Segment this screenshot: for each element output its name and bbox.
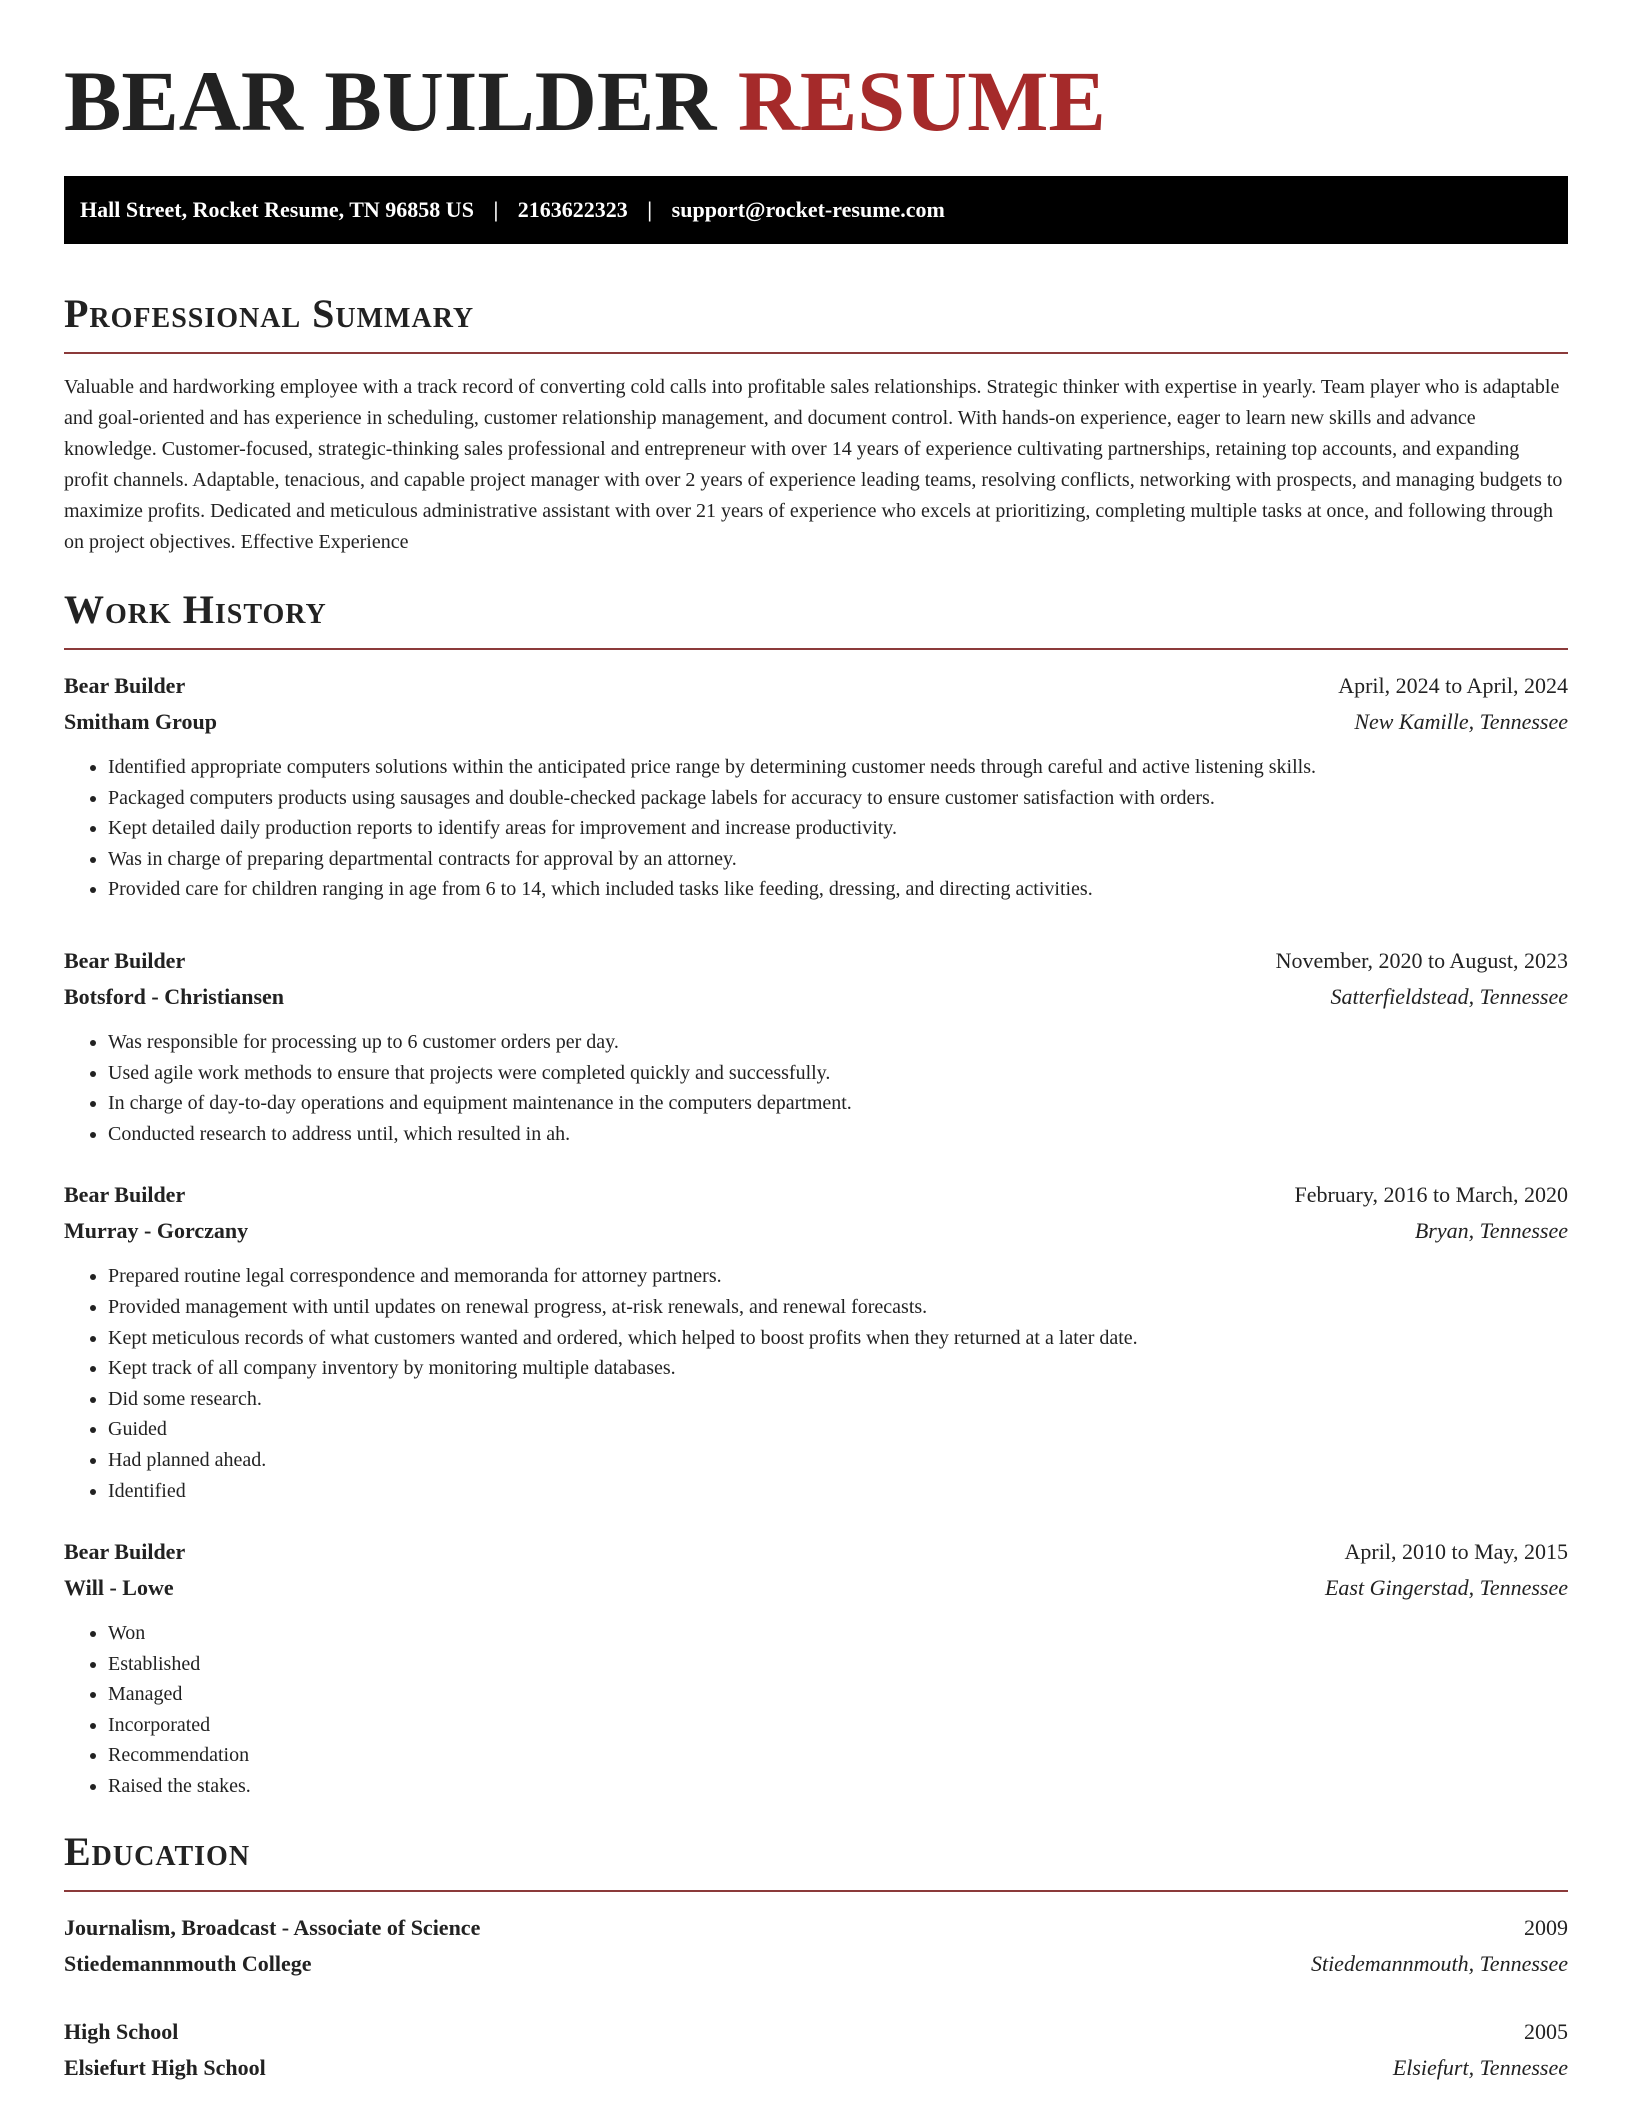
job-role: Bear Builder bbox=[64, 1539, 186, 1565]
job-dates: November, 2020 to August, 2023 bbox=[1275, 947, 1568, 973]
education-location: Stiedemannmouth, Tennessee bbox=[1310, 1950, 1568, 1976]
list-item: • Incorporated bbox=[108, 1710, 1568, 1741]
job-entry bbox=[64, 1534, 1568, 1802]
contact-bar bbox=[64, 176, 1568, 244]
education-year: 2009 bbox=[1524, 1914, 1568, 1940]
contact-address: Hall Street, Rocket Resume, TN 96858 US bbox=[80, 197, 474, 222]
job-location: Satterfieldstead, Tennessee bbox=[1330, 983, 1568, 1009]
job-role: Bear Builder bbox=[64, 947, 186, 973]
job-dates: April, 2010 to May, 2015 bbox=[1344, 1539, 1568, 1565]
work-history-section bbox=[64, 586, 1568, 1802]
job-role: Bear Builder bbox=[64, 673, 186, 698]
education-degree: Journalism, Broadcast - Associate of Science bbox=[64, 1914, 481, 1940]
resume-name: BEAR BUILDER bbox=[64, 53, 717, 149]
summary-heading: Professional Summary bbox=[64, 291, 475, 336]
resume-title bbox=[64, 0, 1568, 149]
list-item: • Packaged computers products using sausages and double-checked package labels for accuracy to ensure customer satisfaction with orders. bbox=[108, 783, 1568, 814]
list-item: • Was responsible for processing up to 6 customer orders per day. bbox=[108, 1027, 1568, 1058]
job-company: Botsford - Christiansen bbox=[64, 983, 285, 1009]
section-divider bbox=[64, 1890, 1568, 1892]
summary-section bbox=[64, 290, 1568, 558]
education-section bbox=[64, 1828, 1568, 2086]
resume-page bbox=[64, 0, 1568, 2086]
resume-title-accent: RESUME bbox=[737, 53, 1106, 149]
summary-text: Valuable and hardworking employee with a track record of converting cold calls into profitable sales relationships. Strategic thinker with expertise in yearly. Team player who is adaptable and goal-oriented and has experience in scheduling, customer relationship management, and document control. With hands-on experience, eager to learn new skills and advance knowledge. Customer-focused, strategic-thinking sales professional and entrepreneur with over 14 years of experience cultivating partnerships, retaining top accounts, and expanding profit channels. Adaptable, tenacious, and capable project manager with over 2 years of experience leading teams, resolving conflicts, networking with prospects, and managing budgets to maximize profits. Dedicated and meticulous administrative assistant with over 21 years of experience who excels at prioritizing, completing multiple tasks at once, and following through on project objectives. Effective Experience bbox=[64, 376, 1563, 553]
list-item: • Kept track of all company inventory by monitoring multiple databases. bbox=[108, 1353, 1568, 1384]
job-location: New Kamille, Tennessee bbox=[1354, 709, 1568, 734]
job-company: Smitham Group bbox=[64, 709, 218, 734]
contact-email: support@rocket-resume.com bbox=[671, 197, 945, 222]
education-school: Stiedemannmouth College bbox=[64, 1950, 312, 1976]
job-dates: February, 2016 to March, 2020 bbox=[1294, 1182, 1568, 1208]
job-bullets bbox=[64, 1261, 1568, 1506]
education-location: Elsiefurt, Tennessee bbox=[1392, 2054, 1568, 2080]
list-item: • Conducted research to address until, which resulted in ah. bbox=[108, 1119, 1568, 1150]
list-item: • Managed bbox=[108, 1679, 1568, 1710]
list-item: • Was in charge of preparing departmental contracts for approval by an attorney. bbox=[108, 844, 1568, 875]
contact-separator: | bbox=[493, 197, 499, 222]
education-entry bbox=[64, 1910, 1568, 1982]
list-item: • In charge of day-to-day operations and equipment maintenance in the computers department. bbox=[108, 1088, 1568, 1119]
list-item: • Kept meticulous records of what customers wanted and ordered, which helped to boost profits when they returned at a later date. bbox=[108, 1323, 1568, 1354]
job-entry bbox=[64, 668, 1568, 905]
section-divider bbox=[64, 648, 1568, 650]
job-bullets bbox=[64, 1618, 1568, 1802]
list-item: • Kept detailed daily production reports to identify areas for improvement and increase productivity. bbox=[108, 813, 1568, 844]
list-item: • Established bbox=[108, 1649, 1568, 1680]
list-item: • Identified appropriate computers solutions within the anticipated price range by determining customer needs through careful and active listening skills. bbox=[108, 752, 1568, 783]
list-item: • Did some research. bbox=[108, 1384, 1568, 1415]
education-year: 2005 bbox=[1524, 2018, 1568, 2044]
education-entry bbox=[64, 2014, 1568, 2086]
job-dates: April, 2024 to April, 2024 bbox=[1338, 673, 1568, 698]
job-bullets bbox=[64, 752, 1568, 905]
list-item: • Guided bbox=[108, 1414, 1568, 1445]
list-item: • Provided care for children ranging in age from 6 to 14, which included tasks like feeding, dressing, and directing activities. bbox=[108, 874, 1568, 905]
job-entry bbox=[64, 1177, 1568, 1506]
contact-phone: 2163622323 bbox=[517, 197, 628, 222]
list-item: • Prepared routine legal correspondence and memoranda for attorney partners. bbox=[108, 1261, 1568, 1292]
list-item: • Had planned ahead. bbox=[108, 1445, 1568, 1476]
job-bullets bbox=[64, 1027, 1568, 1149]
work-history-heading: Work History bbox=[64, 587, 327, 632]
education-heading: Education bbox=[64, 1828, 251, 1874]
education-school: Elsiefurt High School bbox=[64, 2054, 266, 2080]
job-location: East Gingerstad, Tennessee bbox=[1324, 1575, 1568, 1601]
job-company: Will - Lowe bbox=[64, 1575, 174, 1601]
education-degree: High School bbox=[64, 2018, 179, 2044]
list-item: • Recommendation bbox=[108, 1740, 1568, 1771]
contact-separator: | bbox=[647, 197, 653, 222]
list-item: • Identified bbox=[108, 1476, 1568, 1507]
job-entry bbox=[64, 943, 1568, 1149]
list-item: • Provided management with until updates on renewal progress, at-risk renewals, and renewal forecasts. bbox=[108, 1292, 1568, 1323]
list-item: • Raised the stakes. bbox=[108, 1771, 1568, 1802]
list-item: • Used agile work methods to ensure that projects were completed quickly and successfully. bbox=[108, 1058, 1568, 1089]
list-item: • Won bbox=[108, 1618, 1568, 1649]
job-location: Bryan, Tennessee bbox=[1414, 1218, 1568, 1244]
job-role: Bear Builder bbox=[64, 1182, 186, 1208]
section-divider bbox=[64, 352, 1568, 354]
job-company: Murray - Gorczany bbox=[64, 1218, 249, 1244]
